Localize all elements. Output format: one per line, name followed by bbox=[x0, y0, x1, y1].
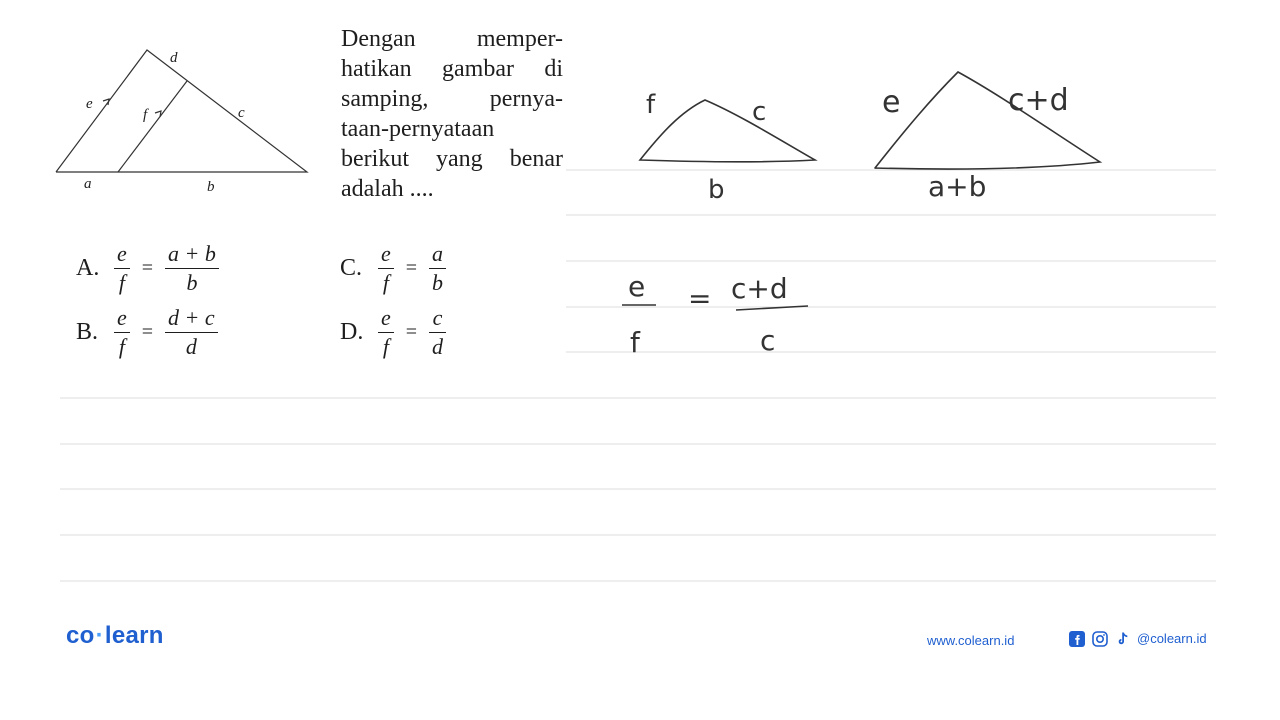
option-c[interactable] bbox=[340, 242, 446, 295]
equals-sign: = bbox=[141, 257, 154, 280]
tiktok-icon[interactable] bbox=[1114, 630, 1131, 647]
equals-sign: = bbox=[405, 321, 418, 344]
label-f: f bbox=[143, 107, 148, 123]
rhs-fraction: $\frac{a + b}{b}$ bbox=[165, 242, 219, 295]
option-a[interactable] bbox=[76, 242, 219, 295]
instagram-icon[interactable] bbox=[1091, 630, 1108, 647]
hand-f: f bbox=[646, 90, 656, 120]
question-line: adalah .... bbox=[341, 176, 434, 202]
lhs-fraction: $\frac{e}{f}$ bbox=[114, 306, 130, 359]
equals-sign: = bbox=[141, 321, 154, 344]
question-line: hatikan gambar di bbox=[341, 56, 563, 82]
label-c: c bbox=[238, 105, 245, 121]
option-letter: D. bbox=[340, 319, 364, 346]
facebook-icon[interactable] bbox=[1068, 630, 1085, 647]
hand-e: e bbox=[882, 85, 901, 120]
logo-learn: learn bbox=[104, 622, 164, 649]
hand-equation bbox=[622, 270, 808, 359]
hand-b: b bbox=[708, 175, 725, 205]
lhs-fraction: $\frac{e}{f}$ bbox=[378, 306, 394, 359]
question-line: samping, pernya- bbox=[341, 86, 563, 112]
hand-eq-c-plus-d: c+d bbox=[731, 272, 788, 305]
question-line: taan-pernyataan bbox=[341, 116, 495, 142]
lhs-fraction: $\frac{e}{f}$ bbox=[378, 242, 394, 295]
option-letter: C. bbox=[340, 255, 363, 282]
logo-co: co bbox=[66, 622, 95, 649]
printed-triangle bbox=[56, 50, 307, 172]
hand-eq-c: c bbox=[760, 324, 776, 357]
hand-eq-e: e bbox=[628, 270, 646, 303]
social-links bbox=[1068, 630, 1207, 647]
lhs-fraction: $\frac{e}{f}$ bbox=[114, 242, 130, 295]
hand-small-triangle bbox=[640, 100, 815, 162]
option-b[interactable] bbox=[76, 306, 218, 359]
rhs-fraction: $\frac{c}{d}$ bbox=[429, 306, 446, 359]
colearn-logo: co·learn bbox=[66, 622, 164, 649]
option-letter: B. bbox=[76, 319, 99, 346]
option-letter: A. bbox=[76, 255, 100, 282]
hand-eq-f: f bbox=[630, 326, 640, 359]
question-line: berikut yang benar bbox=[341, 146, 563, 172]
hand-c-plus-d: c+d bbox=[1008, 83, 1069, 118]
website-link[interactable]: www.colearn.id bbox=[927, 633, 1015, 648]
question-line: Dengan memper- bbox=[341, 26, 563, 52]
label-d: d bbox=[170, 50, 178, 66]
social-handle[interactable]: @colearn.id bbox=[1137, 631, 1207, 646]
question-text bbox=[341, 24, 563, 204]
label-b: b bbox=[207, 179, 215, 195]
rhs-fraction: $\frac{d + c}{d}$ bbox=[165, 306, 218, 359]
equals-sign: = bbox=[405, 257, 418, 280]
label-e: e bbox=[86, 96, 93, 112]
hand-c: c bbox=[752, 97, 767, 127]
option-d[interactable] bbox=[340, 306, 446, 359]
rhs-fraction: $\frac{a}{b}$ bbox=[429, 242, 446, 295]
label-a: a bbox=[84, 176, 92, 192]
hand-eq-sign: = bbox=[688, 282, 712, 315]
hand-a-plus-b: a+b bbox=[928, 170, 987, 203]
